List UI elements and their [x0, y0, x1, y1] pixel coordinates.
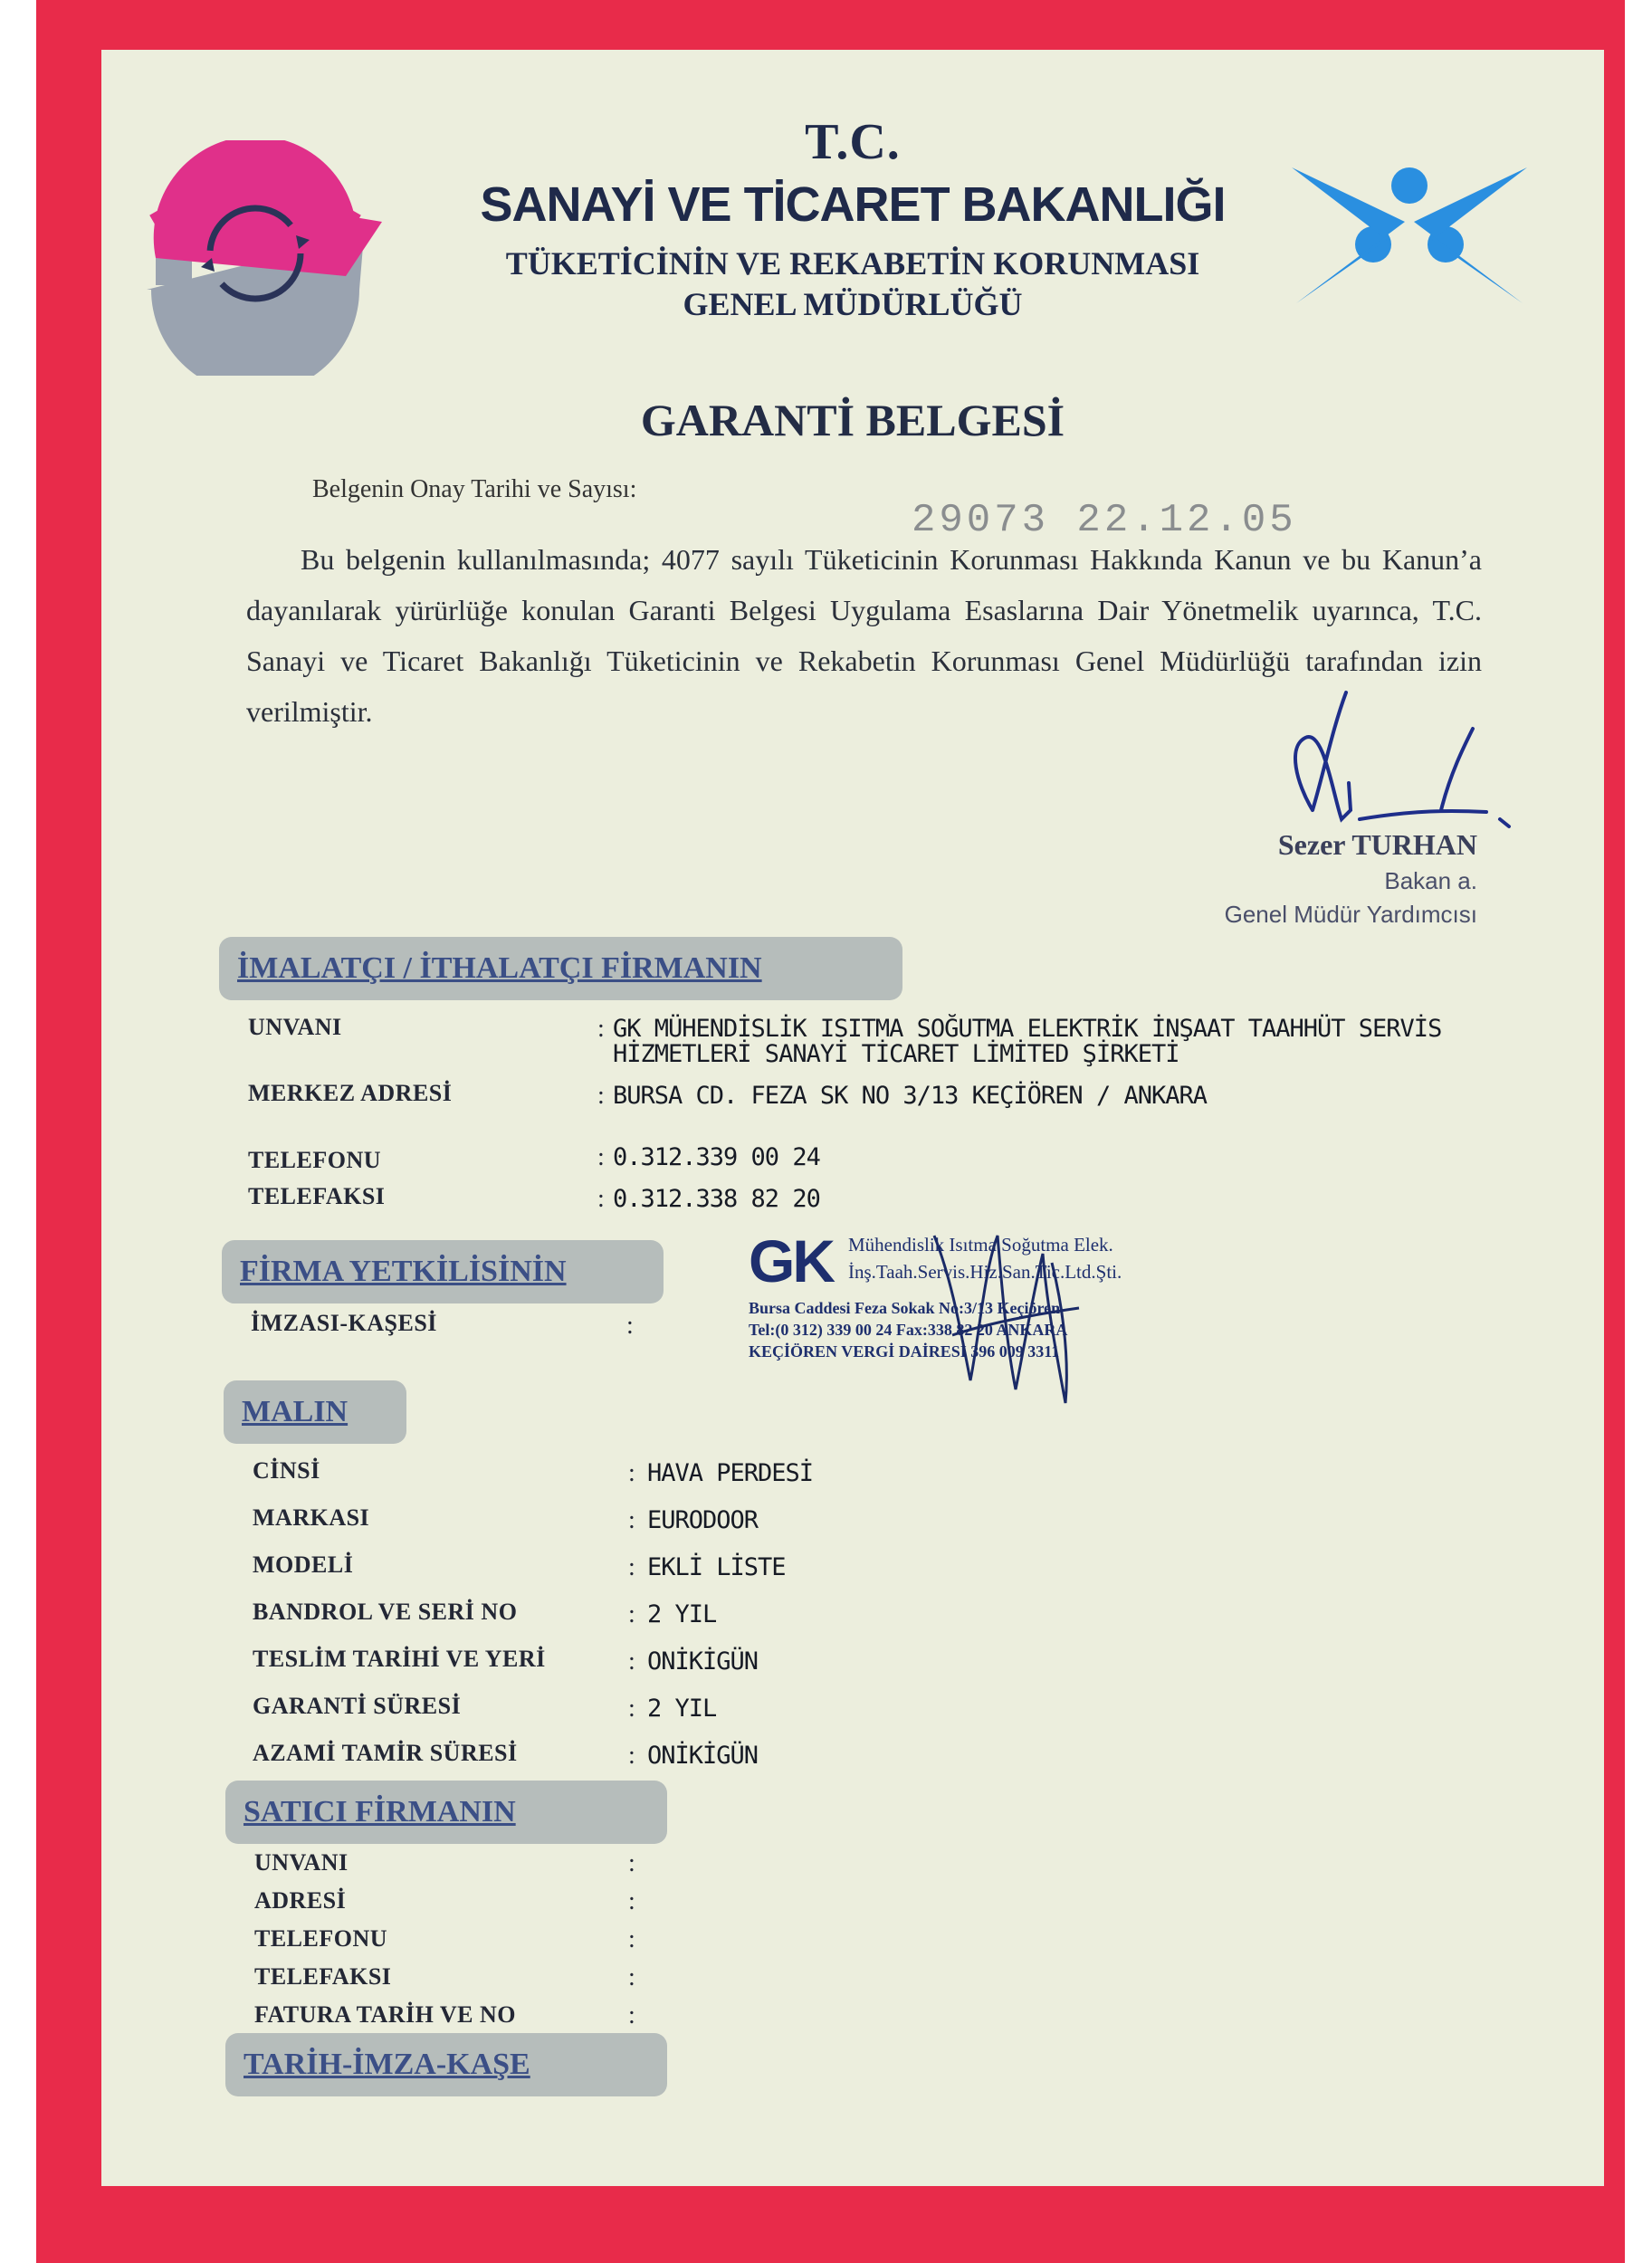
directorate-line-1: TÜKETİCİNİN VE REKABETİN KORUNMASI [505, 245, 1200, 282]
colon: : [626, 1312, 634, 1340]
section-date-signature-stamp: TARİH-İMZA-KAŞE [225, 2033, 667, 2096]
company-signature [898, 1199, 1133, 1417]
approval-label: Belgenin Onay Tarihi ve Sayısı: [312, 475, 637, 503]
certificate-sheet [101, 50, 1604, 2186]
colon: : [628, 1647, 635, 1676]
approval-stamp-value: 29073 22.12.05 [912, 498, 1297, 543]
ministry-name: SANAYİ VE TİCARET BAKANLIĞI [480, 177, 1226, 232]
manufacturer-unvan-line-1: GK MÜHENDİSLİK ISITMA SOĞUTMA ELEKTRİK İNŞAAT TAAHHÜT SERVİS [613, 1015, 1442, 1043]
authorized-signature-label: İMZASI-KAŞESİ [251, 1310, 437, 1336]
stamp-line-3: Bursa Caddesi Feza Sokak No:3/13 Keçiören [749, 1299, 1061, 1317]
manufacturer-unvan-line-2: HİZMETLERİ SANAYİ TİCARET LİMİTED ŞİRKETİ [613, 1040, 1179, 1068]
directorate-line-2: GENEL MÜDÜRLÜĞÜ [683, 286, 1023, 322]
colon: : [628, 1506, 635, 1534]
stamp-line-1: Mühendislik Isıtma Soğutma Elek. [848, 1234, 1113, 1256]
colon: : [628, 1600, 635, 1628]
product-row-label: MODELİ [253, 1552, 354, 1578]
colon: : [628, 1849, 635, 1877]
colon: : [628, 2001, 635, 2029]
product-row-value: 2 YIL [647, 1695, 717, 1723]
product-row-label: BANDROL VE SERİ NO [253, 1599, 518, 1625]
product-row-label: TESLİM TARİHİ VE YERİ [253, 1646, 546, 1672]
colon: : [597, 1185, 605, 1213]
manufacturer-fax: 0.312.338 82 20 [613, 1185, 820, 1213]
seller-row-label: UNVANI [254, 1849, 349, 1876]
colon: : [628, 1742, 635, 1770]
manufacturer-phone: 0.312.339 00 24 [613, 1143, 820, 1171]
section-authorized: FİRMA YETKİLİSİNİN [222, 1240, 664, 1303]
signer-title-1: Bakan a. [1384, 867, 1477, 894]
colon: : [628, 1925, 635, 1953]
section-seller: SATICI FİRMANIN [225, 1781, 667, 1844]
signer-block [1188, 828, 1477, 929]
manufacturer-phone-label: TELEFONU [248, 1147, 382, 1173]
manufacturer-address-label: MERKEZ ADRESİ [248, 1080, 453, 1106]
seller-row-label: TELEFONU [254, 1925, 388, 1952]
product-row-label: CİNSİ [253, 1457, 320, 1484]
colon: : [628, 1963, 635, 1991]
stamp-line-5: KEÇİÖREN VERGİ DAİRESİ 396 009 3311 [749, 1342, 1060, 1361]
section-manufacturer: İMALATÇI / İTHALATÇI FİRMANIN [219, 937, 902, 1000]
legal-paragraph: Bu belgenin kullanılmasında; 4077 sayılı Tüketicinin Korunması Hakkında Kanun ve bu Kanun’a dayanılarak yürürlüğe konulan Garanti Belgesi Uygulama Esaslarına Dair Yönetmelik uyarınca, T.C. Sanayi ve Ticaret Bakanlığı Tüketicinin ve Rekabetin Korunması Genel Müdürlüğü tarafından izin verilmiştir. [246, 543, 1482, 728]
product-row-label: AZAMİ TAMİR SÜRESİ [253, 1740, 518, 1766]
document-title: GARANTİ BELGESİ [640, 395, 1065, 445]
colon: : [628, 1695, 635, 1723]
colon: : [628, 1459, 635, 1487]
header-tc: T.C. [805, 114, 901, 170]
product-row-value: ONİKİGÜN [647, 1647, 759, 1676]
product-row-label: MARKASI [253, 1504, 370, 1531]
colon: : [597, 1082, 605, 1110]
product-row-value: EKLİ LİSTE [647, 1553, 786, 1581]
colon: : [597, 1015, 605, 1043]
manufacturer-unvan-label: UNVANI [248, 1014, 342, 1040]
colon: : [597, 1143, 605, 1171]
stamp-logo: GK [749, 1227, 833, 1294]
product-row-value: 2 YIL [647, 1600, 717, 1628]
manufacturer-address: BURSA CD. FEZA SK NO 3/13 KEÇİÖREN / ANKARA [613, 1082, 1207, 1110]
product-row-label: GARANTİ SÜRESİ [253, 1693, 462, 1719]
stamp-line-4: Tel:(0 312) 339 00 24 Fax:338 82 20 ANKARA [749, 1321, 1068, 1339]
seller-row-label: FATURA TARİH VE NO [254, 2001, 517, 2028]
manufacturer-fax-label: TELEFAKSI [248, 1183, 386, 1209]
seller-row-label: TELEFAKSI [254, 1963, 392, 1990]
colon: : [628, 1887, 635, 1915]
signer-name: Sezer TURHAN [1277, 828, 1477, 861]
colon: : [628, 1553, 635, 1581]
signer-title-2: Genel Müdür Yardımcısı [1224, 901, 1477, 928]
product-row-value: EURODOOR [647, 1506, 759, 1534]
stamp-line-2: İnş.Taah.Servis.Hiz.San.Tic.Ltd.Şti. [848, 1261, 1122, 1283]
seller-row-label: ADRESİ [254, 1887, 347, 1914]
product-row-value: ONİKİGÜN [647, 1742, 759, 1770]
section-product: MALIN [224, 1380, 406, 1444]
product-row-value: HAVA PERDESİ [647, 1459, 814, 1487]
